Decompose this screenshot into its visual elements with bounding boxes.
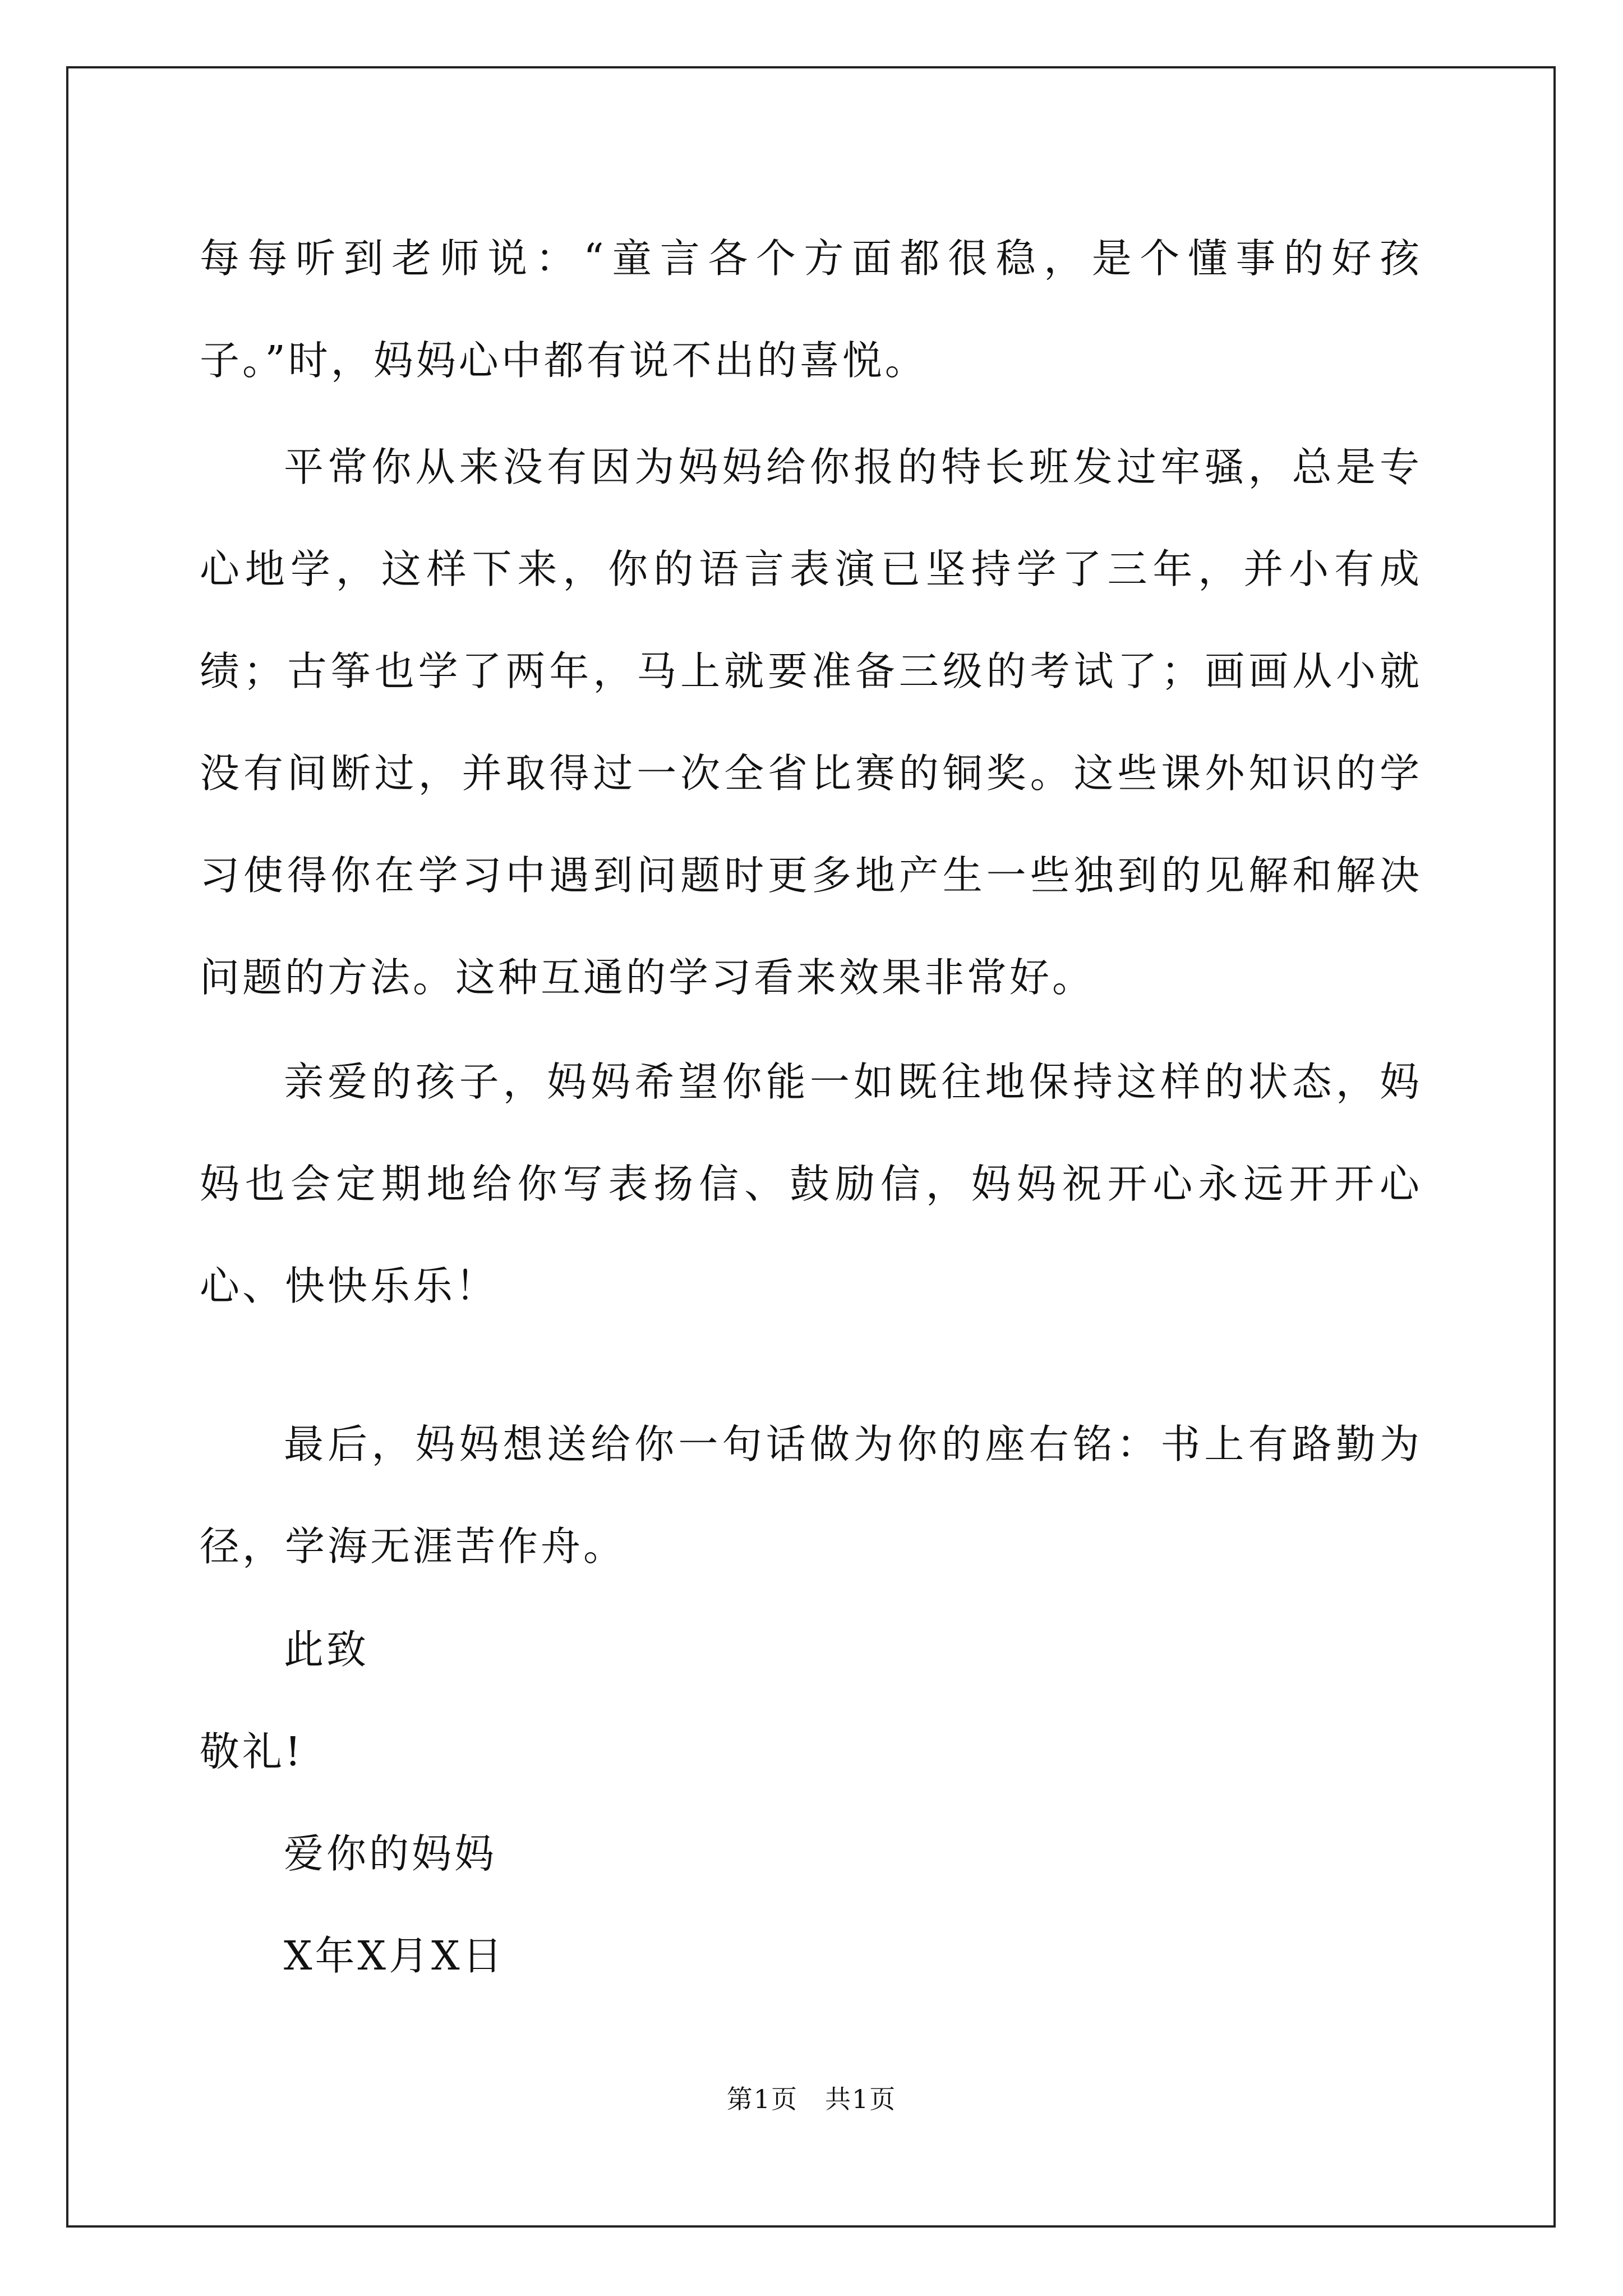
date-text: X年X月X日 xyxy=(284,1932,505,1979)
signature-text: 爱你的妈妈 xyxy=(284,1830,497,1877)
paragraph-wishes: 亲爱的孩子，妈妈希望你能一如既往地保持这样的状态，妈妈也会定期地给你写表扬信、鼓励信，妈妈祝开心永远开开心心、快快乐乐！ xyxy=(200,1059,1422,1309)
salutation-text: 敬礼! xyxy=(200,1728,304,1775)
page-footer: 第1页 共1页 xyxy=(726,2084,897,2114)
paragraph-praise: 每每听到老师说：“童言各个方面都很稳，是个懂事的好孩子。”时，妈妈心中都有说不出的喜悦。 xyxy=(200,235,1422,384)
closing-text: 此致 xyxy=(284,1626,370,1673)
paragraph-motto: 最后，妈妈想送给你一句话做为你的座右铭：书上有路勤为径，学海无涯苦作舟。 xyxy=(200,1421,1422,1570)
paragraph-activities: 平常你从来没有因为妈妈给你报的特长班发过牢骚，总是专心地学，这样下来，你的语言表演已坚持学了三年，并小有成绩；古筝也学了两年，马上就要准备三级的考试了；画画从小就没有间断过，并取得过一次全省比赛的铜奖。这些课外知识的学习使得你在学习中遇到问题时更多地产生一些独到的见解和解决问题的方法。这种互通的学习看来效果非常好。 xyxy=(200,444,1422,1001)
